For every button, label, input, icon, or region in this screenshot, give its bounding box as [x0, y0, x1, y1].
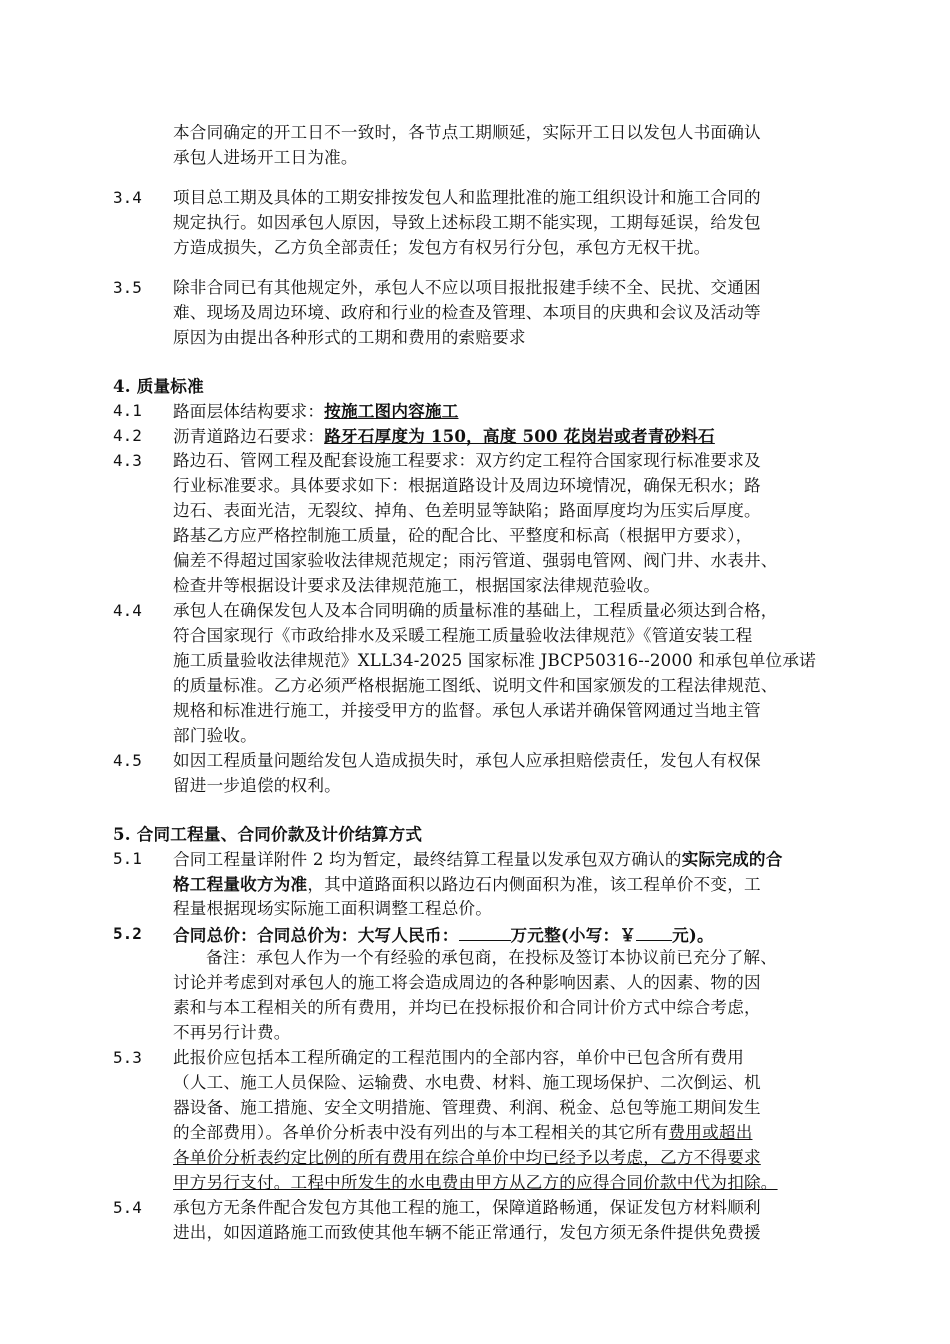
clause-number-4-5: 4.5 — [113, 751, 142, 770]
clause-4-1-value: 按施工图内容施工 — [324, 401, 459, 421]
clause-5-3-text-4a: 的全部费用）。各单价分析表中没有列出的与本工程相关的其它所有 — [173, 1123, 669, 1142]
sec3-intro-line-2: 承包人进场开工日为准。 — [173, 148, 358, 167]
clause-4-4-line-4: 的质量标准。乙方必须严格根据施工图纸、说明文件和国家颁发的工程法律规范、 — [173, 676, 778, 695]
clause-4-3-line-5: 偏差不得超过国家验收法律规范规定；雨污管道、强弱电管网、阀门井、水表井、 — [173, 551, 778, 570]
clause-5-3-line-3: 器设备、施工措施、安全文明措施、管理费、利润、税金、总包等施工期间发生 — [173, 1098, 761, 1117]
clause-5-3-line-1: 此报价应包括本工程所确定的工程范围内的全部内容，单价中已包含所有费用 — [173, 1048, 744, 1067]
clause-3-5-line-3: 原因为由提出各种形式的工期和费用的索赔要求 — [173, 328, 526, 347]
clause-number-5-1: 5.1 — [113, 849, 142, 868]
clause-4-5-line-1: 如因工程质量问题给发包人造成损失时，承包人应承担赔偿责任，发包人有权保 — [173, 751, 761, 770]
clause-5-1-line-1 — [173, 847, 783, 872]
note-line-4: 不再另行计费。 — [173, 1023, 291, 1042]
clause-5-1-text-1b: 实际完成的合 — [681, 849, 783, 869]
clause-5-2-line-1 — [173, 922, 714, 947]
clause-number-4-4: 4.4 — [113, 601, 142, 620]
clause-4-2-value: 路牙石厚度为 150，高度 500 花岗岩或者青砂料石 — [324, 426, 715, 446]
clause-4-1 — [173, 399, 459, 424]
sec3-intro-line-1: 本合同确定的开工日不一致时，各节点工期顺延，实际开工日以发包人书面确认 — [173, 123, 761, 142]
section-5-heading: 5. 合同工程量、合同价款及计价结算方式 — [113, 824, 423, 844]
clause-3-4-line-1: 项目总工期及具体的工期安排按发包人和监理批准的施工组织设计和施工合同的 — [173, 188, 761, 207]
clause-4-3-line-2: 行业标准要求。具体要求如下：根据道路设计及周边环境情况，确保无积水；路 — [173, 476, 761, 495]
clause-5-3-line-6: 甲方另行支付。工程中所发生的水电费由甲方从乙方的应得合同价款中代为扣除。 — [173, 1173, 778, 1192]
amount-in-figures-blank — [636, 922, 672, 941]
clause-3-4-line-2: 规定执行。如因承包人原因，导致上述标段工期不能实现，工期每延误，给发包 — [173, 213, 761, 232]
clause-4-2-label: 沥青道路边石要求： — [173, 427, 325, 446]
clause-number-5-3: 5.3 — [113, 1048, 142, 1067]
clause-4-3-line-4: 路基乙方应严格控制施工质量，砼的配合比、平整度和标高（根据甲方要求）， — [173, 526, 753, 545]
clause-4-3-line-1: 路边石、管网工程及配套设施工程要求：双方约定工程符合国家现行标准要求及 — [173, 451, 761, 470]
clause-3-4-line-3: 方造成损失，乙方负全部责任；发包方有权另行分包，承包方无权干扰。 — [173, 238, 711, 257]
clause-4-4-line-6: 部门验收。 — [173, 726, 257, 745]
clause-5-1-line-3: 程量根据现场实际施工面积调整工程总价。 — [173, 899, 493, 918]
clause-number-4-3: 4.3 — [113, 451, 142, 470]
clause-5-1-text-2b: ，其中道路面积以路边石内侧面积为准，该工程单价不变，工 — [307, 875, 761, 894]
note-line-3: 素和与本工程相关的所有费用，并均已在投标报价和合同计价方式中综合考虑， — [173, 998, 761, 1017]
contract-total-middle: 万元整(小写：￥ — [510, 925, 637, 945]
clause-number-4-1: 4.1 — [113, 401, 142, 420]
clause-5-1-text-1a: 合同工程量详附件 2 均为暂定，最终结算工程量以发承包双方确认的 — [173, 850, 682, 869]
clause-3-5-line-2: 难、现场及周边环境、政府和行业的检查及管理、本项目的庆典和会议及活动等 — [173, 303, 761, 322]
clause-4-3-line-6: 检查井等根据设计要求及法律规范施工，根据国家法律规范验收。 — [173, 576, 661, 595]
clause-number-4-2: 4.2 — [113, 426, 142, 445]
clause-number-5-2: 5.2 — [113, 924, 142, 943]
clause-5-4-line-1: 承包方无条件配合发包方其他工程的施工，保障道路畅通，保证发包方材料顺利 — [173, 1198, 761, 1217]
contract-total-end: 元)。 — [672, 925, 714, 945]
clause-5-3-line-2: （人工、施工人员保险、运输费、水电费、材料、施工现场保护、二次倒运、机 — [173, 1073, 761, 1092]
clause-5-1-text-2a: 格工程量收方为准 — [173, 874, 308, 894]
clause-4-4-line-1: 承包人在确保发包人及本合同明确的质量标准的基础上，工程质量必须达到合格， — [173, 601, 778, 620]
note-line-2: 讨论并考虑到对承包人的施工将会造成周边的各种影响因素、人的因素、物的因 — [173, 973, 761, 992]
clause-5-3-line-4 — [173, 1121, 752, 1145]
clause-4-4-line-2: 符合国家现行《市政给排水及采暖工程施工质量验收法律规范》《管道安装工程 — [173, 626, 753, 645]
clause-4-1-label: 路面层体结构要求： — [173, 402, 325, 421]
clause-number-5-4: 5.4 — [113, 1198, 142, 1217]
note-line-1: 备注：承包人作为一个有经验的承包商，在投标及签订本协议前已充分了解、 — [206, 948, 777, 967]
section-4-heading: 4. 质量标准 — [113, 376, 204, 396]
clause-4-5-line-2: 留进一步追偿的权利。 — [173, 776, 341, 795]
clause-4-4-line-3: 施工质量验收法律规范》XLL34-2025 国家标准 JBCP50316--2000 和承包单位承诺 — [173, 651, 816, 670]
clause-5-3-line-5: 各单价分析表约定比例的所有费用在综合单价中均已经予以考虑，乙方不得要求 — [173, 1148, 761, 1167]
clause-5-4-line-2: 进出，如因道路施工而致使其他车辆不能正常通行，发包方须无条件提供免费援 — [173, 1223, 761, 1242]
clause-5-1-line-2 — [173, 872, 761, 897]
amount-in-words-blank — [459, 922, 511, 941]
clause-5-3-text-4b: 费用或超出 — [668, 1123, 753, 1142]
clause-3-5-line-1: 除非合同已有其他规定外，承包人不应以项目报批报建手续不全、民扰、交通困 — [173, 278, 761, 297]
contract-total-label: 合同总价：合同总价为：大写人民币： — [173, 925, 459, 945]
clause-4-2 — [173, 424, 715, 449]
clause-4-4-line-5: 规格和标准进行施工，并接受甲方的监督。承包人承诺并确保管网通过当地主管 — [173, 701, 761, 720]
clause-number-3-4: 3.4 — [113, 188, 142, 207]
clause-number-3-5: 3.5 — [113, 278, 142, 297]
clause-4-3-line-3: 边石、表面光洁，无裂纹、掉角、色差明显等缺陷；路面厚度均为压实后厚度。 — [173, 501, 761, 520]
